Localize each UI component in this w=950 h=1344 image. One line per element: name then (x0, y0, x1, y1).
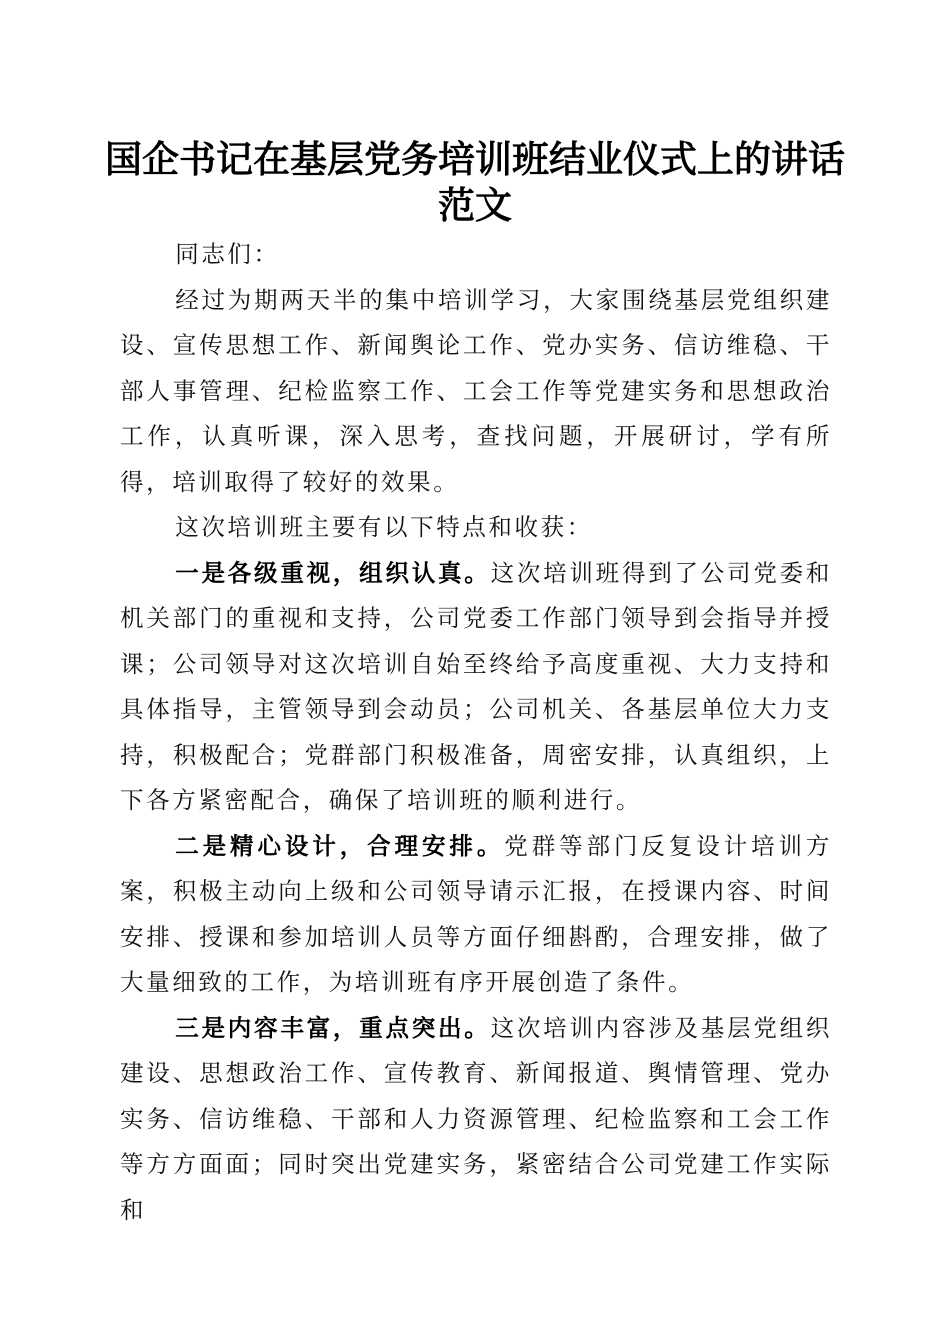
paragraph-text: 经过为期两天半的集中培训学习，大家围绕基层党组织建设、宣传思想工作、新闻舆论工作、党办实务、信访维稳、干部人事管理、纪检监察工作、工会工作等党建实务和思想政治工作，认真听课，深入思考，查找问题，开展研讨，学有所得，培训取得了较好的效果。 (120, 285, 832, 496)
document-title: 国企书记在基层党务培训班结业仪式上的讲话范文 (105, 137, 845, 227)
paragraph-text: 这次培训班主要有以下特点和收获： (175, 513, 593, 541)
paragraph-summary (120, 505, 832, 551)
paragraph-text: 这次培训班得到了公司党委和机关部门的重视和支持，公司党委工作部门领导到会指导并授课；公司领导对这次培训自始至终给予高度重视、大力支持和具体指导，主管领导到会动员；公司机关、各基层单位大力支持，积极配合；党群部门积极准备，周密安排，认真组织，上下各方紧密配合，确保了培训班的顺利进行。 (120, 558, 832, 814)
document-body (120, 232, 832, 1233)
paragraph-lead: 二是精心设计，合理安排。 (175, 831, 505, 860)
salutation: 同志们： (175, 240, 280, 268)
paragraph-lead: 一是各级重视，组织认真。 (175, 558, 491, 587)
paragraph-text: 这次培训内容涉及基层党组织建设、思想政治工作、宣传教育、新闻报道、舆情管理、党办实务、信访维稳、干部和人力资源管理、纪检监察和工会工作等方方面面；同时突出党建实务，紧密结合公司党建工作实际和 (120, 1013, 832, 1224)
paragraph-point-two (120, 824, 832, 1006)
paragraph-text: 党群等部门反复设计培训方案，积极主动向上级和公司领导请示汇报，在授课内容、时间安排、授课和参加培训人员等方面仔细斟酌，合理安排，做了大量细致的工作，为培训班有序开展创造了条件。 (120, 831, 833, 996)
paragraph-intro (120, 278, 832, 506)
paragraph-point-one (120, 551, 832, 824)
paragraph-point-three (120, 1006, 832, 1234)
paragraph-lead: 三是内容丰富，重点突出。 (175, 1013, 491, 1042)
